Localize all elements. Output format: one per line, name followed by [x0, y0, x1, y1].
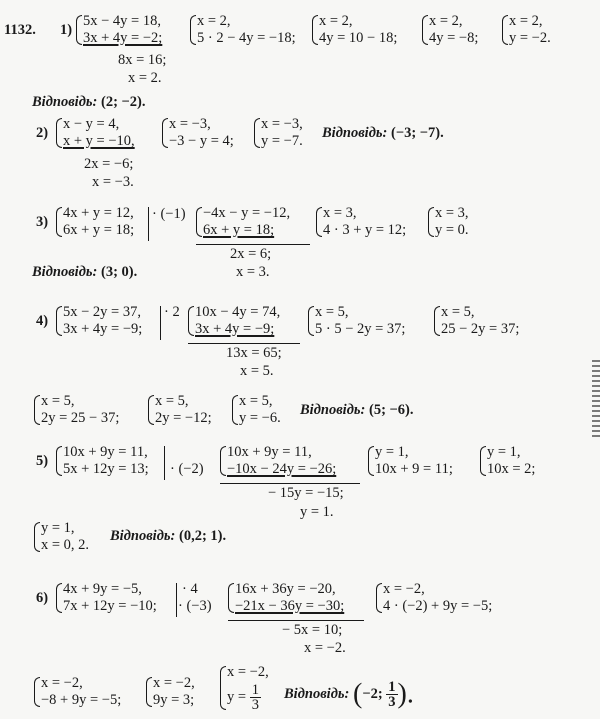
p6-system-c: x = −2, 4 · (−2) + 9y = −5;	[374, 581, 492, 615]
p1-sum-line2: x = 2.	[128, 70, 162, 86]
p6-sum-line1: − 5x = 10;	[282, 622, 343, 638]
p4-system-d: x = 5, 25 − 2y = 37;	[432, 304, 519, 338]
p3-multiplier: · (−1)	[152, 206, 186, 222]
p5-system-e: y = 1, x = 0, 2.	[32, 520, 89, 554]
p4-system-f: x = 5, 2y = −12;	[146, 393, 212, 427]
p3-answer: Відповідь: (3; 0).	[32, 264, 138, 280]
p5-system-a: 10x + 9y = 11, 5x + 12y = 13;	[54, 444, 149, 478]
p5-multiplier: · (−2)	[170, 461, 204, 477]
p3-system-b: −4x − y = −12, 6x + y = 18;	[194, 205, 290, 239]
p6-answer: Відповідь: (−2; $\frac{1}{3}$ ).	[284, 678, 414, 710]
p4-sum-rule	[188, 343, 300, 344]
p4-system-g: x = 5, y = −6.	[230, 393, 281, 427]
problem-number: 1132.	[4, 22, 36, 38]
p4-sum-line1: 13x = 65;	[226, 345, 282, 361]
p5-sum-rule	[220, 483, 360, 484]
part-1-number: 1)	[60, 22, 73, 38]
p2-system-b: x = −3, −3 − y = 4;	[160, 116, 234, 150]
p6-multiplier-bar	[176, 583, 177, 617]
p6-multiplier-2: · (−3)	[178, 598, 212, 614]
p3-system-a: 4x + y = 12, 6x + y = 18;	[54, 205, 134, 239]
p4-system-e: x = 5, 2y = 25 − 37;	[32, 393, 119, 427]
p6-system-d: x = −2, −8 + 9y = −5;	[32, 675, 121, 709]
p5-sum-line1: − 15y = −15;	[268, 485, 344, 501]
p5-answer: Відповідь: (0,2; 1).	[110, 528, 227, 544]
part-6-number: 6)	[36, 590, 49, 606]
p6-system-f: x = −2, y = $\frac{1}{3}$	[218, 664, 269, 712]
p1-system-d: x = 2, 4y = −8;	[420, 13, 478, 47]
p6-multiplier-1: · 4	[182, 581, 198, 597]
p2-answer: Відповідь: (−3; −7).	[322, 125, 444, 141]
p6-system-e: x = −2, 9y = 3;	[144, 675, 195, 709]
p3-system-c: x = 3, 4 · 3 + y = 12;	[314, 205, 406, 239]
p1-answer: Відповідь: (2; −2).	[32, 94, 146, 110]
p3-sum-line1: 2x = 6;	[230, 246, 272, 262]
p5-system-b: 10x + 9y = 11, −10x − 24y = −26;	[218, 444, 336, 478]
p1-system-b: x = 2, 5 · 2 − 4y = −18;	[188, 13, 296, 47]
p1-system-e: x = 2, y = −2.	[500, 13, 551, 47]
p3-system-d: x = 3, y = 0.	[426, 205, 469, 239]
p6-sum-line2: x = −2.	[304, 640, 346, 656]
fraction-one-third: $\frac{1}{3}$	[251, 682, 259, 713]
edge-scan-artifact	[592, 360, 600, 440]
p6-system-b: 16x + 36y = −20, −21x − 36y = −30;	[226, 581, 344, 615]
p5-sum-line2: y = 1.	[300, 504, 334, 520]
p1-sum-line1: 8x = 16;	[118, 52, 167, 68]
part-2-number: 2)	[36, 125, 49, 141]
p3-multiplier-bar	[148, 207, 149, 241]
p5-system-d: y = 1, 10x = 2;	[478, 444, 535, 478]
p4-answer: Відповідь: (5; −6).	[300, 402, 414, 418]
p4-sum-line2: x = 5.	[240, 363, 274, 379]
p2-system-c: x = −3, y = −7.	[252, 116, 303, 150]
part-5-number: 5)	[36, 453, 49, 469]
p4-system-b: 10x − 4y = 74, 3x + 4y = −9;	[186, 304, 280, 338]
p5-multiplier-bar	[164, 446, 165, 480]
p4-multiplier: · 2	[164, 304, 180, 320]
p2-sum-line2: x = −3.	[92, 174, 134, 190]
part-3-number: 3)	[36, 214, 49, 230]
p1-system-a: 5x − 4y = 18, 3x + 4y = −2;	[74, 13, 162, 47]
p3-sum-rule	[196, 244, 310, 245]
p2-sum-line1: 2x = −6;	[84, 156, 134, 172]
p4-multiplier-bar	[160, 306, 161, 340]
part-4-number: 4)	[36, 313, 49, 329]
p6-system-a: 4x + 9y = −5, 7x + 12y = −10;	[54, 581, 157, 615]
answer-fraction: $\frac{1}{3}$	[388, 679, 396, 710]
p4-system-a: 5x − 2y = 37, 3x + 4y = −9;	[54, 304, 142, 338]
p6-system-f-y: y = $\frac{1}{3}$	[227, 682, 259, 713]
p2-system-a: x − y = 4, x + y = −10,	[54, 116, 135, 150]
p3-sum-line2: x = 3.	[236, 264, 270, 280]
p4-system-c: x = 5, 5 · 5 − 2y = 37;	[306, 304, 405, 338]
p5-system-c: y = 1, 10x + 9 = 11;	[366, 444, 453, 478]
p1-system-c: x = 2, 4y = 10 − 18;	[310, 13, 397, 47]
p6-sum-rule	[228, 620, 364, 621]
